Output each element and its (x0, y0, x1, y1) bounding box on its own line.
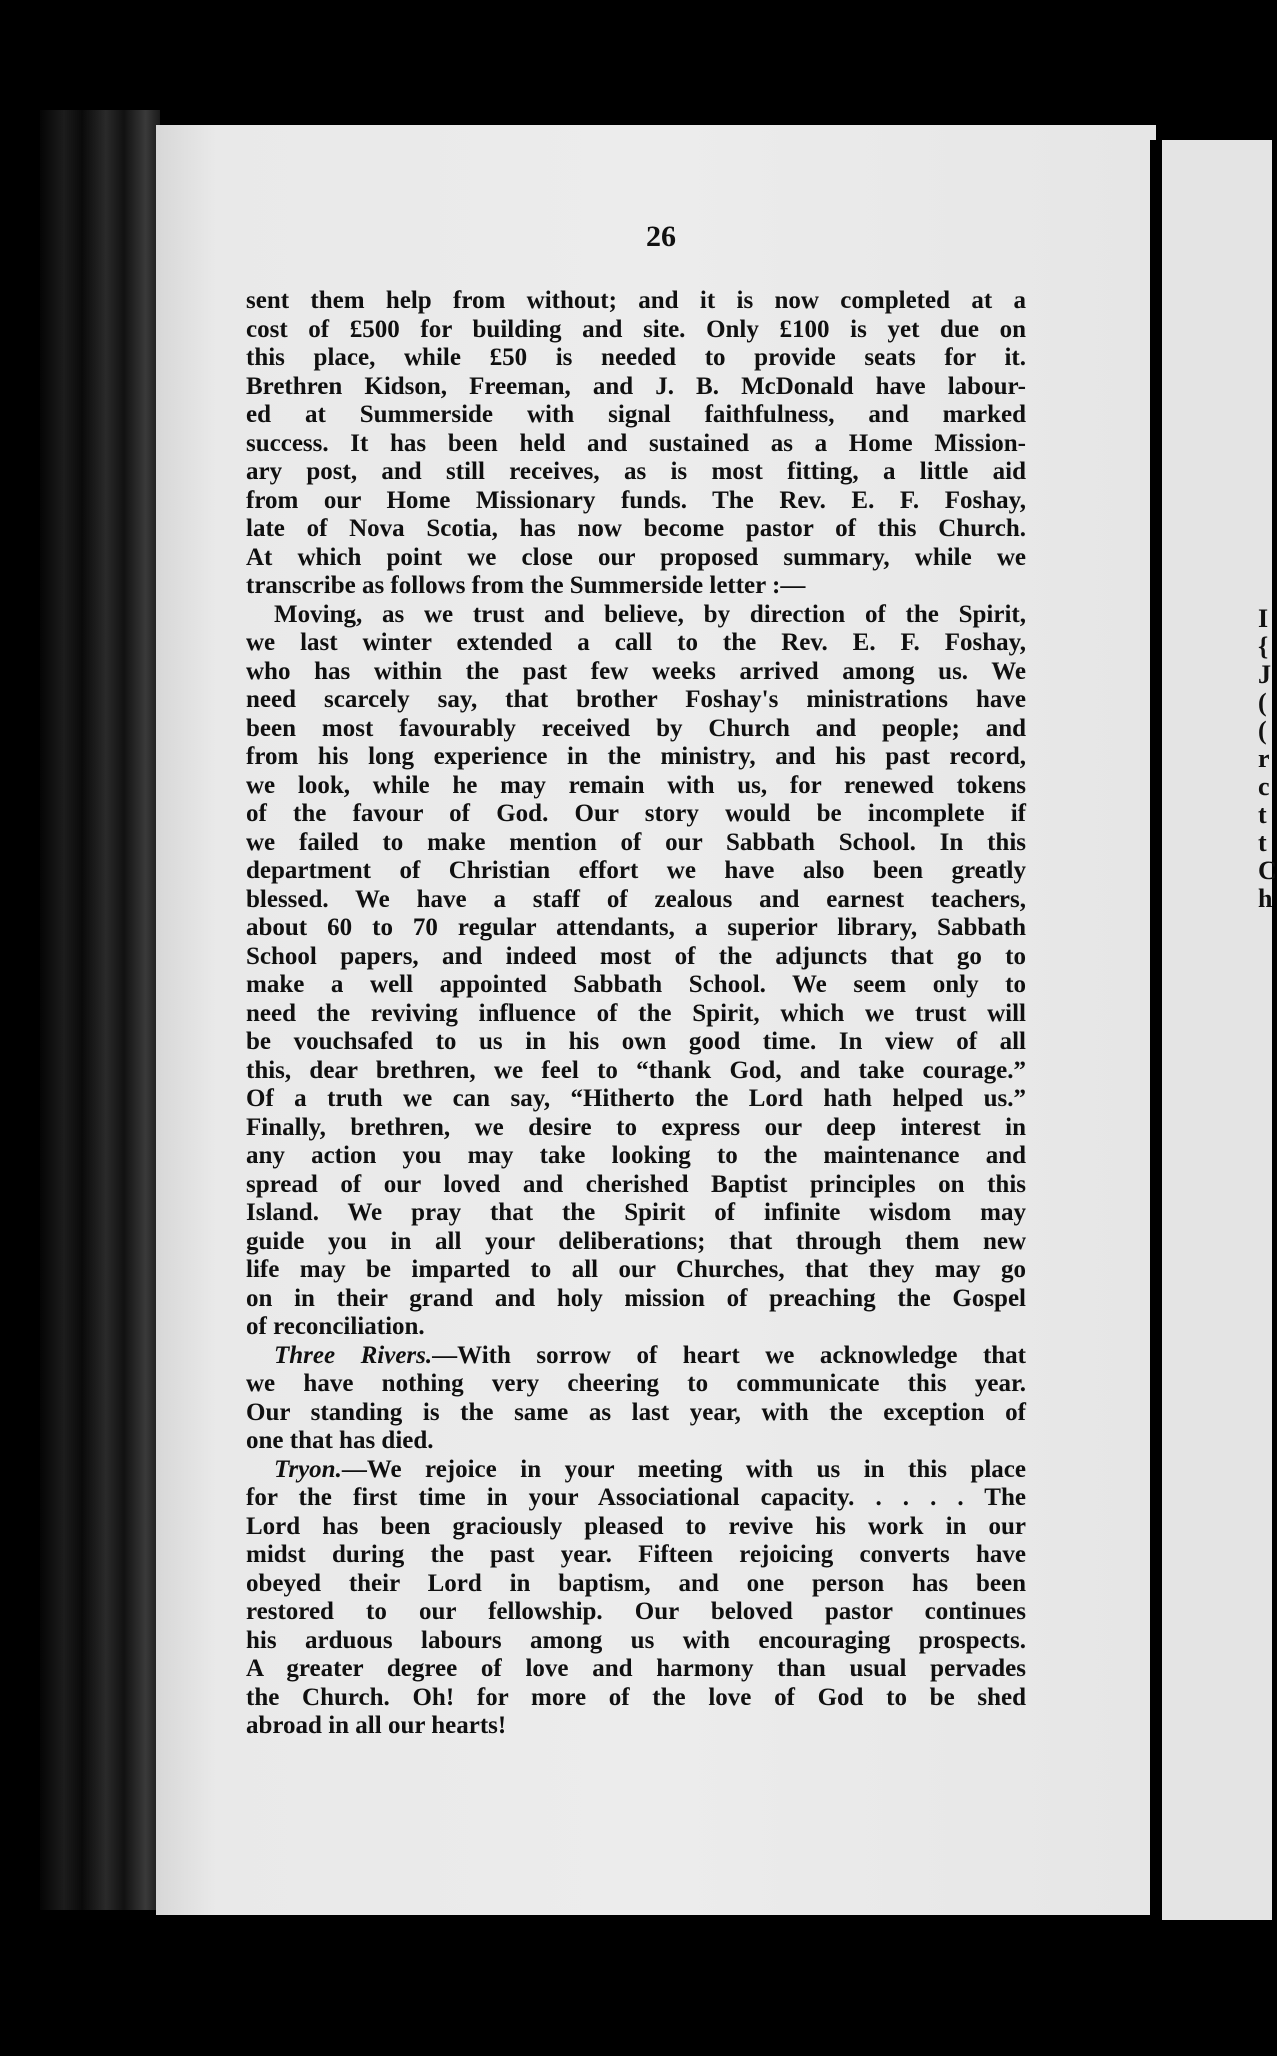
text-line: ed at Summerside with signal faithfulness, and marked (246, 401, 1026, 428)
text-line: this place, while £50 is needed to provide seats for it. (246, 344, 1026, 371)
text-line: one that has died. (246, 1427, 434, 1454)
text-line: Island. We pray that the Spirit of infinite wisdom may (246, 1199, 1026, 1226)
facing-fragment: ( (1258, 688, 1267, 717)
text-line: we have nothing very cheering to communicate this year. (246, 1370, 1026, 1397)
text-line: ary post, and still receives, as is most fitting, a little aid (246, 458, 1026, 485)
text-line: At which point we close our proposed summary, while we (246, 543, 1026, 571)
text-line: make a well appointed Sabbath School. We seem only to (246, 971, 1026, 998)
text-line: guide you in all your deliberations; that through them new (246, 1227, 1026, 1255)
book-spine (40, 110, 160, 1910)
text-line: any action you may take looking to the maintenance and (246, 1142, 1026, 1169)
facing-page-edge (1162, 140, 1277, 1920)
page-edge-rule (1150, 140, 1162, 1920)
text-line: we look, while he may remain with us, for renewed tokens (246, 771, 1026, 799)
text-line: on in their grand and holy mission of preaching the Gospel (246, 1284, 1026, 1312)
paragraph-summerside (246, 287, 1026, 601)
text-line: from his long experience in the ministry, and his past record, (246, 743, 1026, 770)
text-line: School papers, and indeed most of the adjuncts that go to (246, 942, 1026, 970)
text-line: the Church. Oh! for more of the love of God to be shed (246, 1683, 1026, 1711)
text-line: sent them help from without; and it is now completed at a (246, 287, 1026, 314)
text-line: cost of £500 for building and site. Only £100 is yet due on (246, 315, 1026, 343)
text-line: Of a truth we can say, “Hitherto the Lord hath helped us.” (246, 1085, 1026, 1112)
text-line: life may be imparted to all our Churches, that they may go (246, 1256, 1026, 1283)
three-rivers-first-text: —With sorrow of heart we acknowledge that (432, 1341, 1027, 1369)
text-line: transcribe as follows from the Summerside letter :— (246, 572, 806, 599)
text-line: we last winter extended a call to the Rev. E. F. Foshay, (246, 629, 1026, 656)
text-line: Lord has been graciously pleased to revive his work in our (246, 1512, 1026, 1540)
text-line: need scarcely say, that brother Foshay's ministrations have (246, 686, 1026, 713)
text-line: about 60 to 70 regular attendants, a superior library, Sabbath (246, 914, 1026, 941)
facing-fragment: I (1258, 604, 1269, 633)
facing-fragment: { (1258, 632, 1269, 661)
paragraph-tryon (246, 1456, 1026, 1741)
paragraph-summerside-letter (246, 601, 1026, 1342)
text-line: his arduous labours among us with encouraging prospects. (246, 1626, 1026, 1654)
book-page (156, 125, 1156, 1915)
facing-fragment: t (1258, 800, 1267, 829)
text-line: who has within the past few weeks arrived among us. We (246, 657, 1026, 685)
facing-fragment: h (1258, 884, 1273, 913)
text-line: spread of our loved and cherished Baptist principles on this (246, 1170, 1026, 1198)
tryon-first-line (246, 1456, 1026, 1485)
text-line: Brethren Kidson, Freeman, and J. B. McDonald have labour- (246, 372, 1026, 400)
facing-fragment: t (1258, 828, 1267, 857)
text-line: Moving, as we trust and believe, by direction of the Spirit, (274, 600, 1026, 628)
facing-fragment: c (1258, 772, 1270, 801)
page-text (246, 287, 1026, 1741)
text-line: from our Home Missionary funds. The Rev. E. F. Foshay, (246, 486, 1026, 514)
text-line: abroad in all our hearts! (246, 1712, 507, 1739)
text-line: restored to our fellowship. Our beloved pastor continues (246, 1598, 1026, 1625)
text-line: obeyed their Lord in baptism, and one person has been (246, 1569, 1026, 1597)
facing-fragment: C (1258, 856, 1277, 885)
facing-page-fragments (1162, 604, 1277, 913)
text-line: Finally, brethren, we desire to express our deep interest in (246, 1113, 1026, 1141)
facing-fragment: J (1258, 660, 1271, 689)
text-line: been most favourably received by Church and people; and (246, 714, 1026, 742)
text-line: blessed. We have a staff of zealous and earnest teachers, (246, 885, 1026, 913)
three-rivers-heading: Three Rivers. (274, 1341, 433, 1369)
text-line: of reconciliation. (246, 1313, 425, 1340)
text-line: need the reviving influence of the Spirit, which we trust will (246, 999, 1026, 1027)
page-number: 26 (646, 220, 676, 253)
text-line: Our standing is the same as last year, with the exception of (246, 1398, 1026, 1426)
tryon-heading: Tryon. (274, 1455, 342, 1483)
text-line: for the first time in your Associational capacity. . . . . The (246, 1484, 1026, 1511)
text-line: of the favour of God. Our story would be incomplete if (246, 800, 1026, 827)
text-line: late of Nova Scotia, has now become pastor of this Church. (246, 515, 1026, 542)
text-line: be vouchsafed to us in his own good time. In view of all (246, 1028, 1026, 1055)
facing-fragment: ( (1258, 716, 1267, 745)
text-line: midst during the past year. Fifteen rejoicing converts have (246, 1541, 1026, 1568)
text-line: we failed to make mention of our Sabbath School. In this (246, 828, 1026, 856)
tryon-first-text: —We rejoice in your meeting with us in this place (341, 1455, 1026, 1483)
text-line: department of Christian effort we have also been greatly (246, 857, 1026, 884)
three-rivers-first-line (246, 1342, 1026, 1371)
paragraph-three-rivers (246, 1342, 1026, 1456)
text-line: success. It has been held and sustained as a Home Mission- (246, 429, 1026, 457)
facing-fragment: r (1258, 744, 1270, 773)
text-line: this, dear brethren, we feel to “thank God, and take courage.” (246, 1056, 1026, 1084)
text-line: A greater degree of love and harmony than usual pervades (246, 1655, 1026, 1682)
